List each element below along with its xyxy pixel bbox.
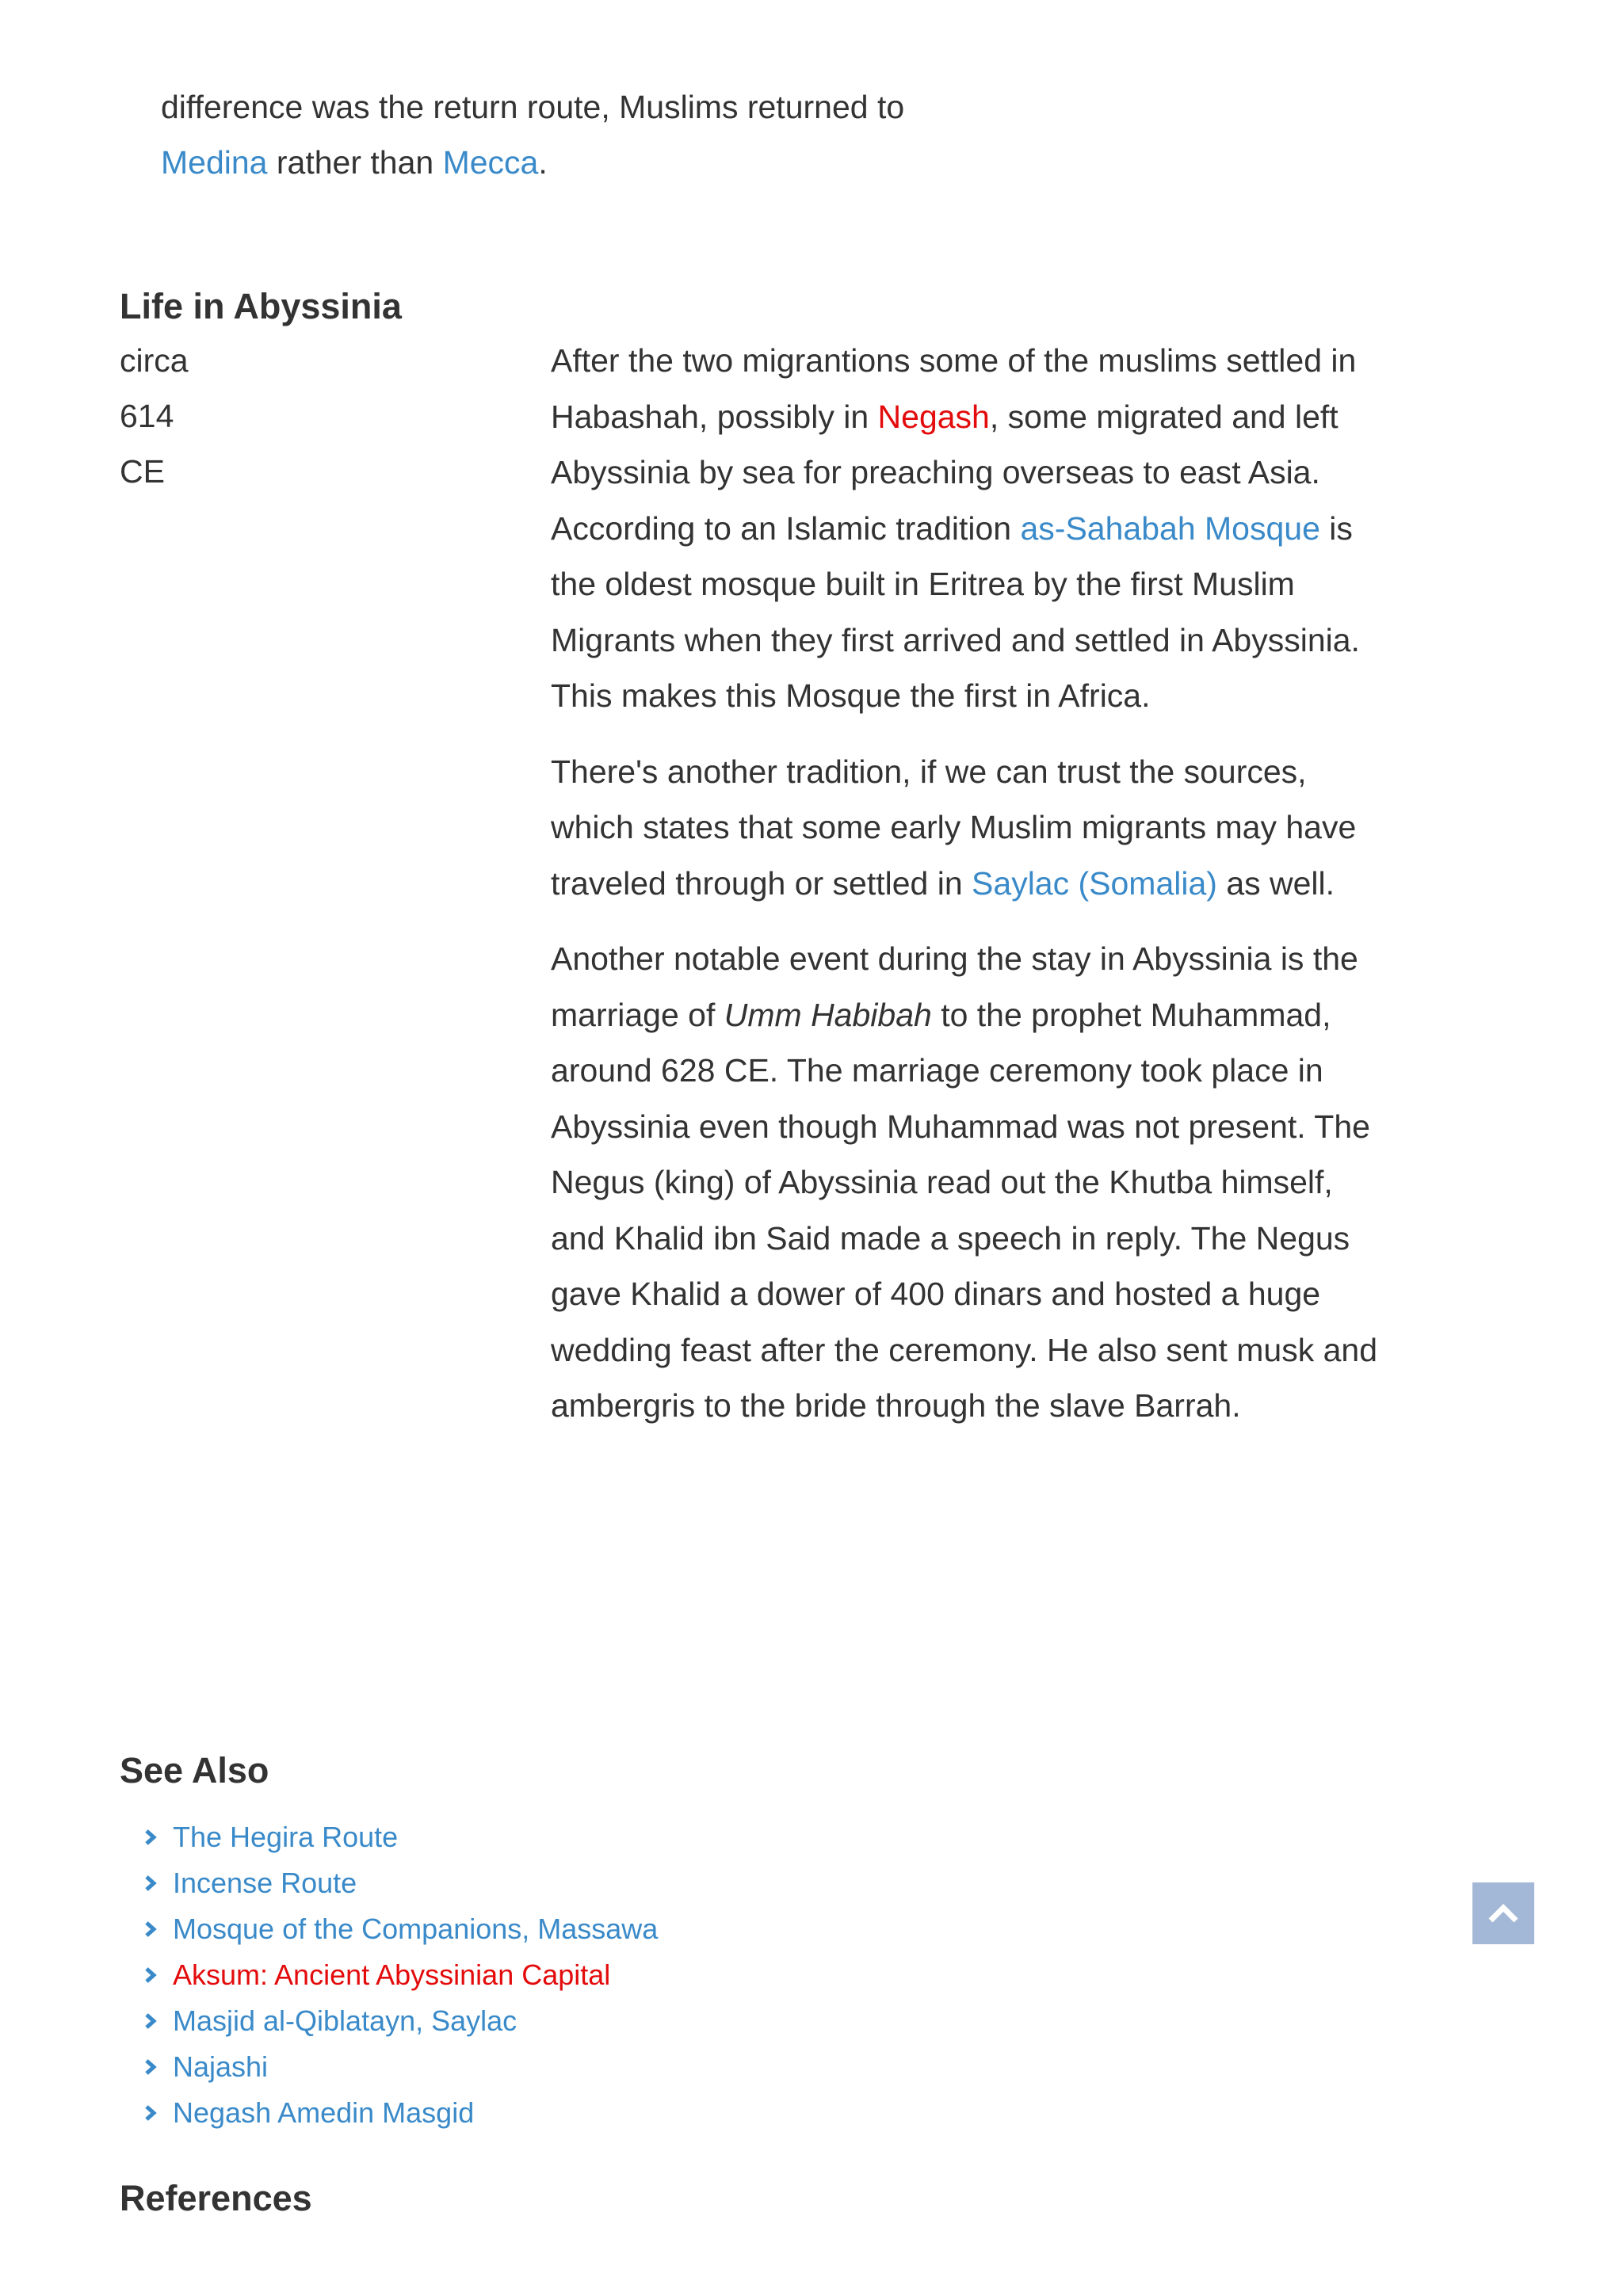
medina-link[interactable]: Medina bbox=[161, 144, 268, 181]
intro-paragraph bbox=[161, 79, 1033, 190]
paragraph-text: is the oldest mosque built in Eritrea by the first Muslim Migrants when they first arrived and settled in Abyssinia. This makes this Mosque the first in Africa. bbox=[551, 509, 1360, 714]
list-item bbox=[143, 2090, 658, 2136]
date-cell bbox=[120, 333, 326, 499]
list-item bbox=[143, 1906, 658, 1952]
paragraph-text: to the prophet Muhammad, around 628 CE. The marriage ceremony took place in Abyssinia even though Muhammad was not present. The Negus (king) of Abyssinia read out the Khutba himself, and Khalid ibn Said made a speech in reply. The Negus gave Khalid a dower of 400 dinars and hosted a huge wedding feast after the ceremony. He also sent musk and ambergris to the bride through the slave Barrah. bbox=[551, 996, 1378, 1424]
paragraph-text: There's another tradition, if we can trust the sources, which states that some early Muslim migrants may have traveled through or settled in bbox=[551, 753, 1357, 902]
intro-text-connector: rather than bbox=[267, 144, 443, 181]
list-item bbox=[143, 1952, 658, 1998]
references-heading: References bbox=[120, 2178, 312, 2218]
chevron-right-icon bbox=[143, 2104, 158, 2122]
paragraph-text: , some migrated and left Abyssinia by sea for preaching overseas to east Asia. According to an Islamic tradition bbox=[551, 398, 1338, 547]
negash-link[interactable]: Negash bbox=[877, 398, 990, 435]
see-also-aksum-link[interactable]: Aksum: Ancient Abyssinian Capital bbox=[173, 1958, 611, 1991]
paragraph-text: as well. bbox=[1216, 864, 1335, 902]
mecca-link[interactable]: Mecca bbox=[442, 144, 539, 181]
date-year: 614 bbox=[120, 398, 174, 434]
list-item bbox=[143, 1998, 658, 2044]
back-to-top-button[interactable] bbox=[1472, 1882, 1534, 1944]
chevron-right-icon bbox=[143, 1920, 158, 1938]
chevron-right-icon bbox=[143, 1966, 158, 1984]
list-item bbox=[143, 2044, 658, 2090]
intro-period: . bbox=[538, 144, 548, 181]
life-in-abyssinia-heading: Life in Abyssinia bbox=[120, 286, 402, 326]
see-also-mosque-companions-link[interactable]: Mosque of the Companions, Massawa bbox=[173, 1913, 659, 1945]
see-also-incense-route-link[interactable]: Incense Route bbox=[173, 1867, 357, 1899]
see-also-negash-amedin-link[interactable]: Negash Amedin Masgid bbox=[173, 2096, 475, 2129]
paragraph-marriage bbox=[551, 931, 1387, 1434]
chevron-right-icon bbox=[143, 2012, 158, 2030]
see-also-najashi-link[interactable]: Najashi bbox=[173, 2050, 269, 2083]
paragraph-saylac bbox=[551, 744, 1387, 912]
umm-habibah-name: Umm Habibah bbox=[724, 996, 932, 1033]
as-sahabah-mosque-link[interactable]: as-Sahabah Mosque bbox=[1020, 509, 1320, 547]
saylac-link[interactable]: Saylac (Somalia) bbox=[972, 864, 1217, 902]
see-also-list bbox=[143, 1814, 658, 2136]
see-also-masjid-qiblatayn-link[interactable]: Masjid al-Qiblatayn, Saylac bbox=[173, 2004, 517, 2037]
chevron-right-icon bbox=[143, 2058, 158, 2076]
date-era: CE bbox=[120, 453, 165, 490]
see-also-hegira-route-link[interactable]: The Hegira Route bbox=[173, 1821, 399, 1853]
see-also-heading: See Also bbox=[120, 1750, 269, 1791]
life-description bbox=[551, 333, 1387, 1454]
paragraph-text: Another notable event during the stay in Abyssinia is the marriage of bbox=[551, 940, 1358, 1033]
paragraph-text: After the two migrantions some of the muslims settled in Habashah, possibly in bbox=[551, 342, 1357, 435]
chevron-up-icon bbox=[1487, 1903, 1519, 1924]
paragraph-migrations bbox=[551, 333, 1387, 724]
list-item bbox=[143, 1814, 658, 1860]
chevron-right-icon bbox=[143, 1829, 158, 1846]
intro-text: difference was the return route, Muslims returned to bbox=[161, 89, 905, 125]
chevron-right-icon bbox=[143, 1875, 158, 1892]
list-item bbox=[143, 1860, 658, 1906]
date-circa: circa bbox=[120, 342, 189, 379]
